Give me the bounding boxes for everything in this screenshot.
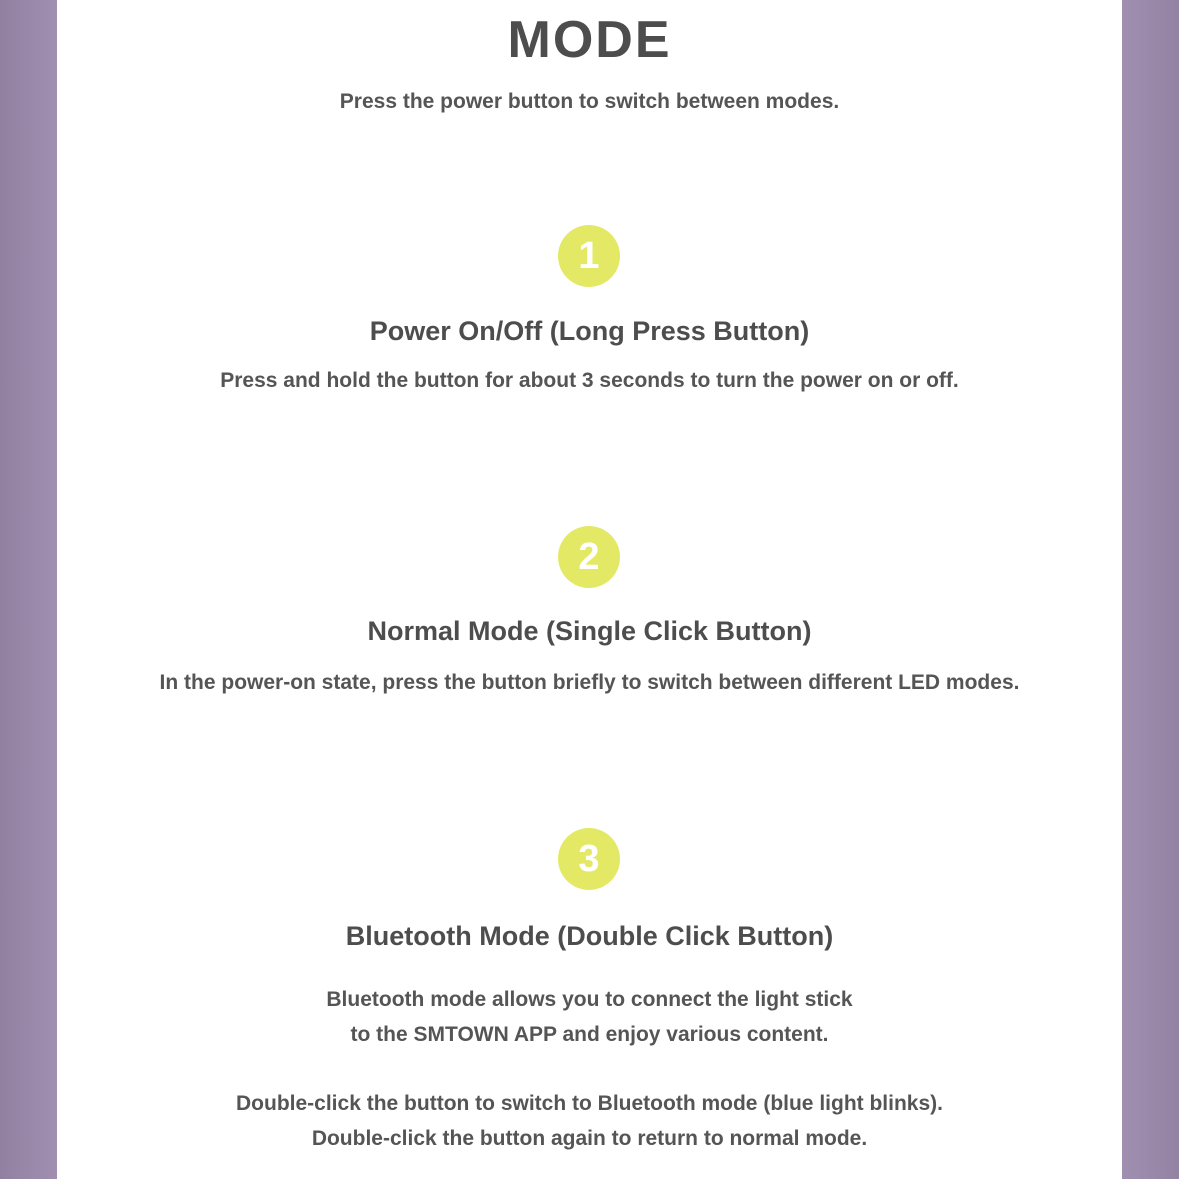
step-3-heading: Bluetooth Mode (Double Click Button) bbox=[345, 921, 834, 951]
content-panel bbox=[57, 0, 1122, 1179]
step-2-heading: Normal Mode (Single Click Button) bbox=[367, 616, 812, 646]
step-3-description-line-1: Bluetooth mode allows you to connect the light stick bbox=[326, 988, 853, 1011]
step-3-description-line-3: Double-click the button to switch to Bluetooth mode (blue light blinks). bbox=[236, 1092, 943, 1115]
step-3-number-badge: 3 bbox=[558, 828, 620, 890]
step-2-description: In the power-on state, press the button briefly to switch between different LED modes. bbox=[159, 671, 1020, 694]
left-border-panel bbox=[0, 0, 57, 1179]
step-2-number-badge: 2 bbox=[558, 526, 620, 588]
page-title: MODE bbox=[507, 11, 672, 69]
step-1-description: Press and hold the button for about 3 seconds to turn the power on or off. bbox=[220, 369, 959, 392]
step-3-description-line-2: to the SMTOWN APP and enjoy various content. bbox=[350, 1023, 829, 1046]
page-subtitle: Press the power button to switch between modes. bbox=[339, 90, 840, 113]
step-3-description-line-4: Double-click the button again to return to normal mode. bbox=[311, 1127, 868, 1150]
right-border-panel bbox=[1122, 0, 1179, 1179]
step-1-heading: Power On/Off (Long Press Button) bbox=[369, 316, 810, 346]
step-1-number-badge: 1 bbox=[558, 225, 620, 287]
